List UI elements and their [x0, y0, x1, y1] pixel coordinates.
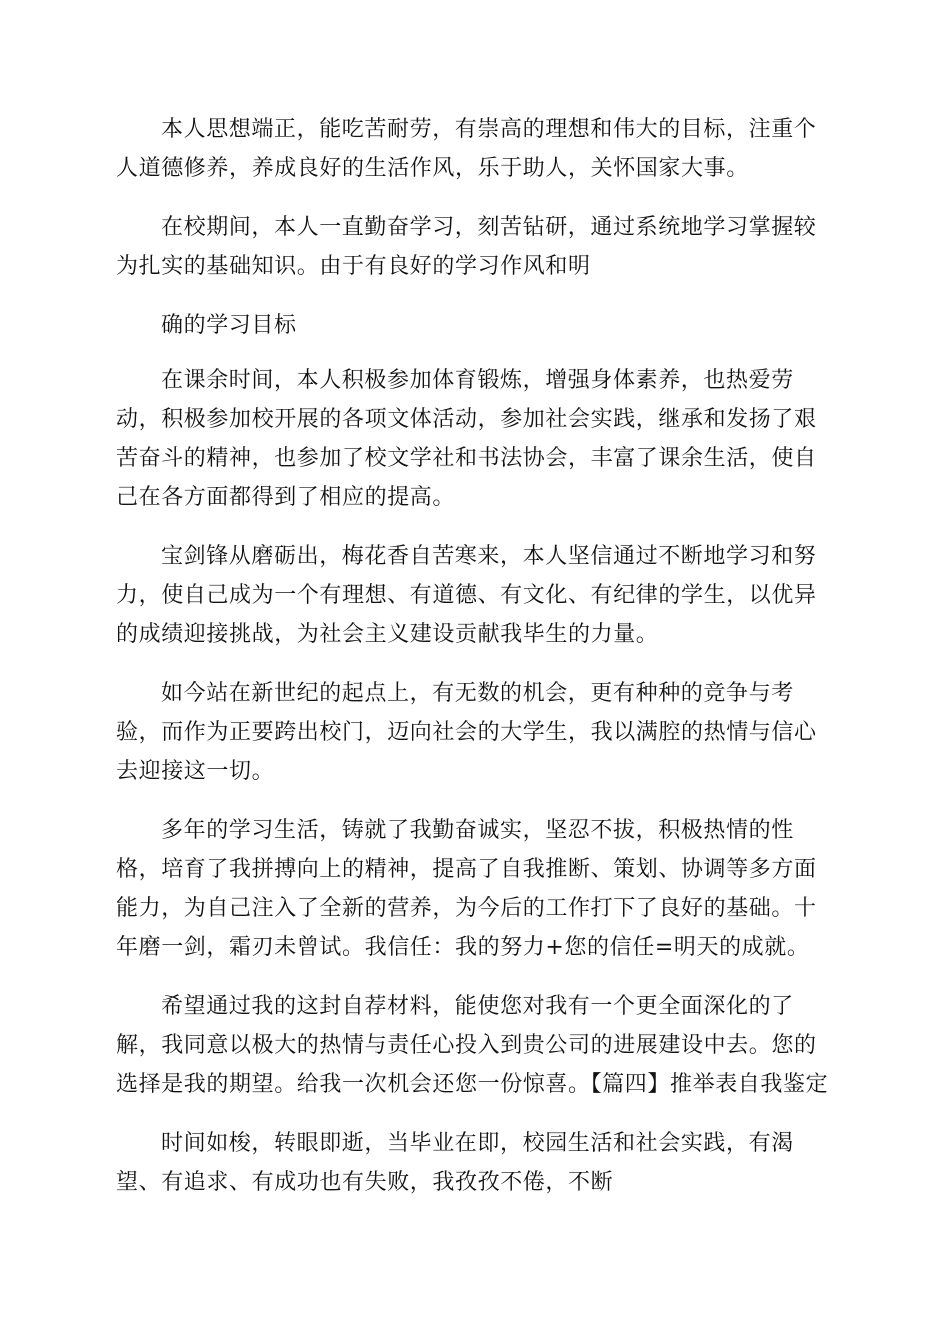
paragraph-character: 本人思想端正，能吃苦耐劳，有崇高的理想和伟大的目标，注重个人道德修养，养成良好的生活作风，乐于助人，关怀国家大事。	[116, 117, 817, 181]
paragraph-hope: 希望通过我的这封自荐材料，能使您对我有一个更全面深化的了解，我同意以极大的热情与责任心投入到贵公司的进展建设中去。您的选择是我的期望。给我一次机会还您一份惊喜。【篇四】推举表自我鉴定	[116, 994, 829, 1097]
paragraph-character-growth: 多年的学习生活，铸就了我勤奋诚实，坚忍不拔，积极热情的性格，培育了我拼搏向上的精神，提高了自我推断、策划、协调等多方面能力，为自己注入了全新的营养，为今后的工作打下了良好的基础。十年磨一剑，霜刃未曾试。我信任：我的努力+您的信任=明天的成就。	[116, 818, 817, 960]
paragraph-time: 时间如梭，转眼即逝，当毕业在即，校园生活和社会实践，有渴望、有追求、有成功也有失败，我孜孜不倦，不断	[116, 1131, 794, 1195]
paragraph-study: 在校期间，本人一直勤奋学习，刻苦钻研，通过系统地学习掌握较为扎实的基础知识。由于有良好的学习作风和明	[116, 215, 817, 279]
paragraph-belief: 宝剑锋从磨砺出，梅花香自苦寒来，本人坚信通过不断地学习和努力，使自己成为一个有理想、有道德、有文化、有纪律的学生，以优异的成绩迎接挑战，为社会主义建设贡献我毕生的力量。	[116, 544, 817, 647]
document-body	[116, 110, 838, 1222]
paragraph-study-goal: 确的学习目标	[161, 313, 297, 338]
paragraph-extracurricular: 在课余时间，本人积极参加体育锻炼，增强身体素养，也热爱劳动，积极参加校开展的各项文体活动，参加社会实践，继承和发扬了艰苦奋斗的精神，也参加了校文学社和书法协会，丰富了课余生活，使自己在各方面都得到了相应的提高。	[116, 368, 817, 510]
paragraph-new-century: 如今站在新世纪的起点上，有无数的机会，更有种种的竞争与考验，而作为正要跨出校门，迈向社会的大学生，我以满腔的热情与信心去迎接这一切。	[116, 681, 817, 784]
